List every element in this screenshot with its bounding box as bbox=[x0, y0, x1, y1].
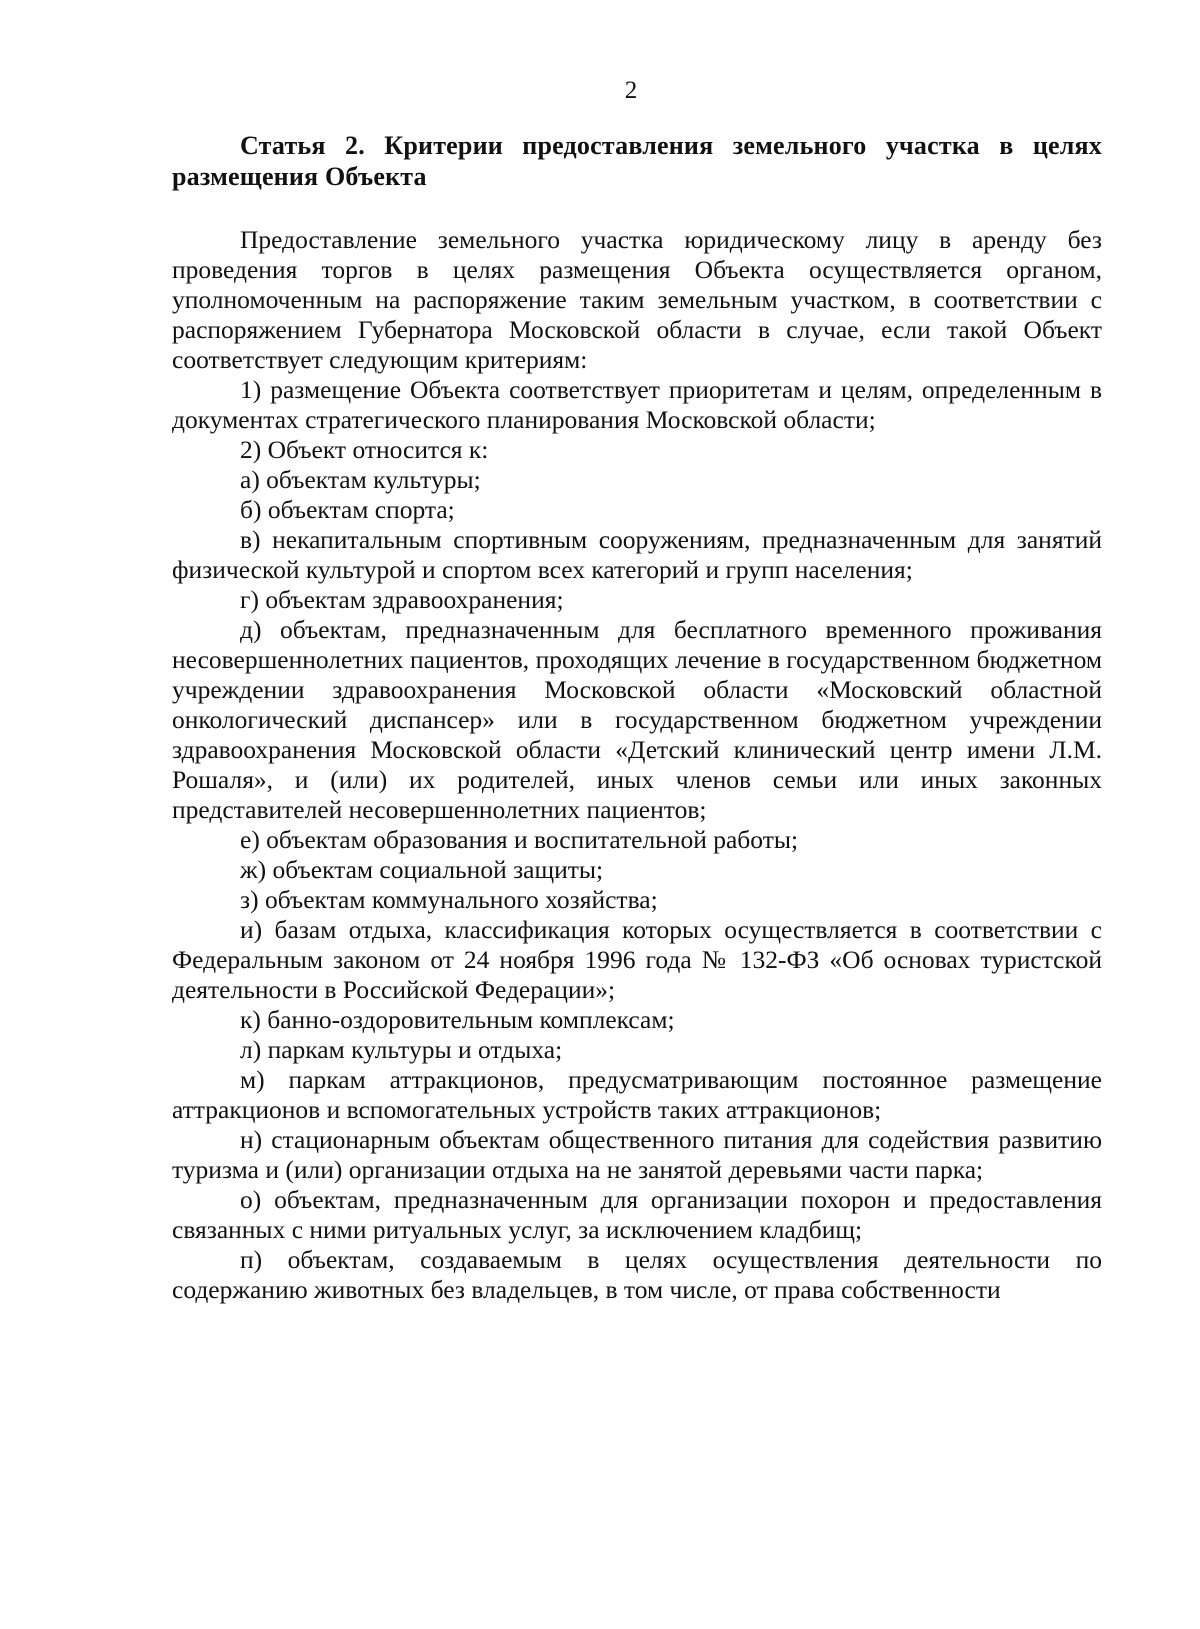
page-number: 2 bbox=[624, 77, 638, 104]
subitem-p: п) объектам, создаваемым в целях осуществления деятельности по содержанию животных без владельцев, в том числе, от права собственности bbox=[172, 1245, 1102, 1304]
subitem-d: д) объектам, предназначенным для бесплатного временного проживания несовершеннолетних пациентов, проходящих лечение в государственном бюджетном учреждении здравоохранения Московской области «Московский областной онкологический диспансер» или в государственном бюджетном учреждении здравоохранения Московской области «Детский клинический центр имени Л.М. Рошаля», и (или) их родителей, иных членов семьи или иных законных представителей несовершеннолетних пациентов; bbox=[172, 615, 1102, 824]
subitem-e: е) объектам образования и воспитательной работы; bbox=[240, 825, 799, 854]
document-body bbox=[172, 130, 1102, 1305]
subitem-k: к) банно-оздоровительным комплексам; bbox=[240, 1005, 675, 1034]
criterion-2-intro: 2) Объект относится к: bbox=[240, 435, 489, 464]
subitem-g: г) объектам здравоохранения; bbox=[240, 585, 564, 614]
article-heading: Статья 2. Критерии предоставления земельного участка в целях размещения Объекта bbox=[172, 131, 1102, 191]
subitem-o: о) объектам, предназначенным для организации похорон и предоставления связанных с ними ритуальных услуг, за исключением кладбищ; bbox=[172, 1185, 1102, 1244]
subitem-l: л) паркам культуры и отдыха; bbox=[240, 1035, 563, 1064]
subitem-b: б) объектам спорта; bbox=[240, 495, 455, 524]
criterion-1: 1) размещение Объекта соответствует приоритетам и целям, определенным в документах стратегического планирования Московской области; bbox=[172, 375, 1102, 434]
subitem-n: н) стационарным объектам общественного питания для содействия развитию туризма и (или) организации отдыха на не занятой деревьями части парка; bbox=[172, 1125, 1102, 1184]
subitem-zh: ж) объектам социальной защиты; bbox=[240, 855, 604, 884]
subitem-a: а) объектам культуры; bbox=[240, 465, 481, 494]
article-intro-paragraph: Предоставление земельного участка юридическому лицу в аренду без проведения торгов в целях размещения Объекта осуществляется органом, уполномоченным на распоряжение таким земельным участком, в соответствии с распоряжением Губернатора Московской области в случае, если такой Объект соответствует следующим критериям: bbox=[172, 225, 1102, 374]
subitem-v: в) некапитальным спортивным сооружениям, предназначенным для занятий физической культурой и спортом всех категорий и групп населения; bbox=[172, 525, 1102, 584]
subitem-z: з) объектам коммунального хозяйства; bbox=[240, 885, 658, 914]
subitem-i: и) базам отдыха, классификация которых осуществляется в соответствии с Федеральным законом от 24 ноября 1996 года № 132-ФЗ «Об основах туристской деятельности в Российской Федерации»; bbox=[172, 915, 1102, 1004]
subitem-m: м) паркам аттракционов, предусматривающим постоянное размещение аттракционов и вспомогательных устройств таких аттракционов; bbox=[172, 1065, 1102, 1124]
